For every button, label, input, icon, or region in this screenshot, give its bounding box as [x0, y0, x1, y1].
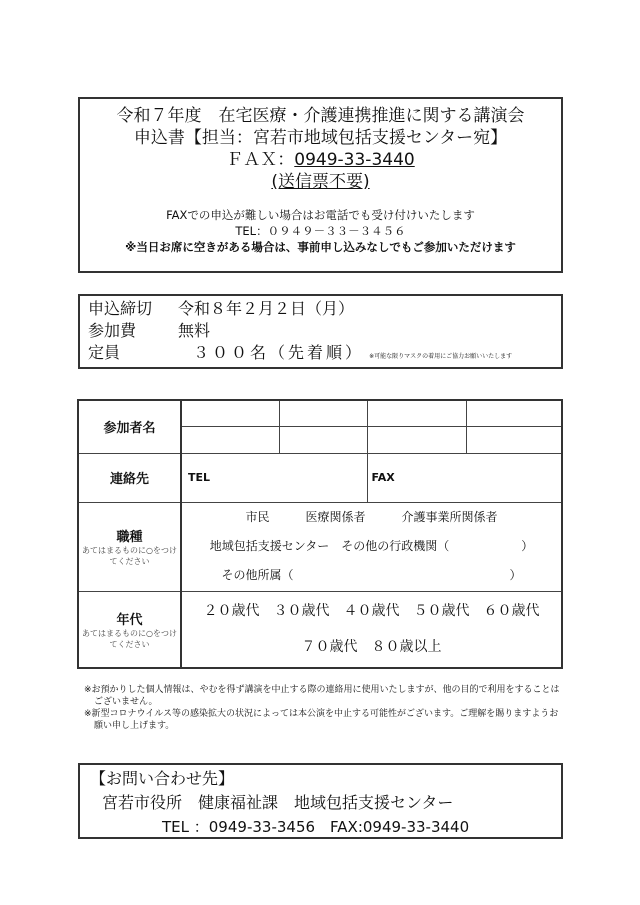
participant-name-field[interactable]: [181, 426, 279, 453]
fax-number: 0949-33-3440: [294, 150, 415, 170]
contact-label: 連絡先: [78, 453, 181, 502]
participant-name-field[interactable]: [466, 426, 562, 453]
application-form: [77, 399, 563, 669]
privacy-note: ※お預かりした個人情報は、やむを得ず講演を中止する際の連絡用に使用いたしますが、他の目的で利用をすることはございません。: [84, 685, 560, 707]
circle-note: あてはまるものに○をつけてください: [82, 546, 177, 566]
walk-in-note: ※当日お席に空きがある場合は、事前申し込みなしでもご参加いただけます: [125, 240, 516, 254]
deadline-label: 申込締切: [88, 299, 153, 318]
contact-org: 宮若市役所 健康福祉課 地域包括支援センター: [102, 793, 454, 812]
no-cover-note: (送信票不要): [271, 172, 370, 192]
notes: [84, 684, 564, 732]
participant-name-field[interactable]: [181, 400, 279, 426]
contact-title: 【お問い合わせ先】: [90, 769, 235, 788]
deadline: 令和８年２月２日（月）: [178, 299, 355, 318]
phone-note: FAXでの申込が難しい場合はお電話でも受け付けいたします: [166, 208, 475, 222]
participants-label: 参加者名: [78, 400, 181, 453]
fax-label: ＦＡＸ：: [226, 150, 295, 170]
age-label: 年代: [116, 612, 143, 628]
participant-name-field[interactable]: [279, 426, 367, 453]
contact-phone: TEL ：0949-33-3456 FAX:0949-33-3440: [162, 818, 470, 836]
fee: 無料: [178, 321, 211, 340]
participant-name-field[interactable]: [279, 400, 367, 426]
age-option-row[interactable]: ２０歳代 ３０歳代 ４０歳代 ５０歳代 ６０歳代: [203, 603, 540, 620]
mask-note: ※可能な限りマスクの着用にご協力お願いいたします: [369, 353, 513, 360]
header-box: [78, 97, 563, 273]
capacity: ３００名（先着順）: [193, 343, 365, 362]
circle-note: あてはまるものに○をつけてください: [82, 628, 177, 649]
form-subtitle: 申込書【担当：宮若市地域包括支援センター宛】: [133, 128, 508, 148]
event-title: 令和７年度 在宅医療・介護連携推進に関する講演会: [116, 106, 525, 126]
contact-box: [78, 763, 563, 839]
tel-label: TEL: [188, 471, 211, 484]
job-option-row[interactable]: その他所属（ ）: [221, 568, 522, 582]
job-option-row[interactable]: 地域包括支援センター その他の行政機関（ ）: [209, 539, 534, 553]
info-box: [78, 294, 563, 369]
job-option-row[interactable]: 市民 医療関係者 介護事業所関係者: [245, 510, 498, 524]
cancellation-note: ※新型コロナウイルス等の感染拡大の状況によっては本公演を中止する可能性がございます。ご理解を賜りますようお願い申し上げます。: [84, 709, 559, 731]
participant-name-field[interactable]: [367, 426, 466, 453]
fax-label: FAX: [371, 471, 395, 484]
job-label: 職種: [116, 530, 143, 545]
age-option-row[interactable]: ７０歳代 ８０歳以上: [301, 639, 442, 656]
capacity-label: 定員: [88, 343, 121, 362]
participant-name-field[interactable]: [367, 400, 466, 426]
tel-field[interactable]: [181, 453, 367, 502]
fax-line: [80, 149, 561, 171]
fee-label: 参加費: [88, 321, 137, 340]
tel-line: TEL：０９４９－３３－３４５６: [235, 224, 406, 238]
participant-name-field[interactable]: [466, 400, 562, 426]
fax-field[interactable]: [367, 453, 562, 502]
